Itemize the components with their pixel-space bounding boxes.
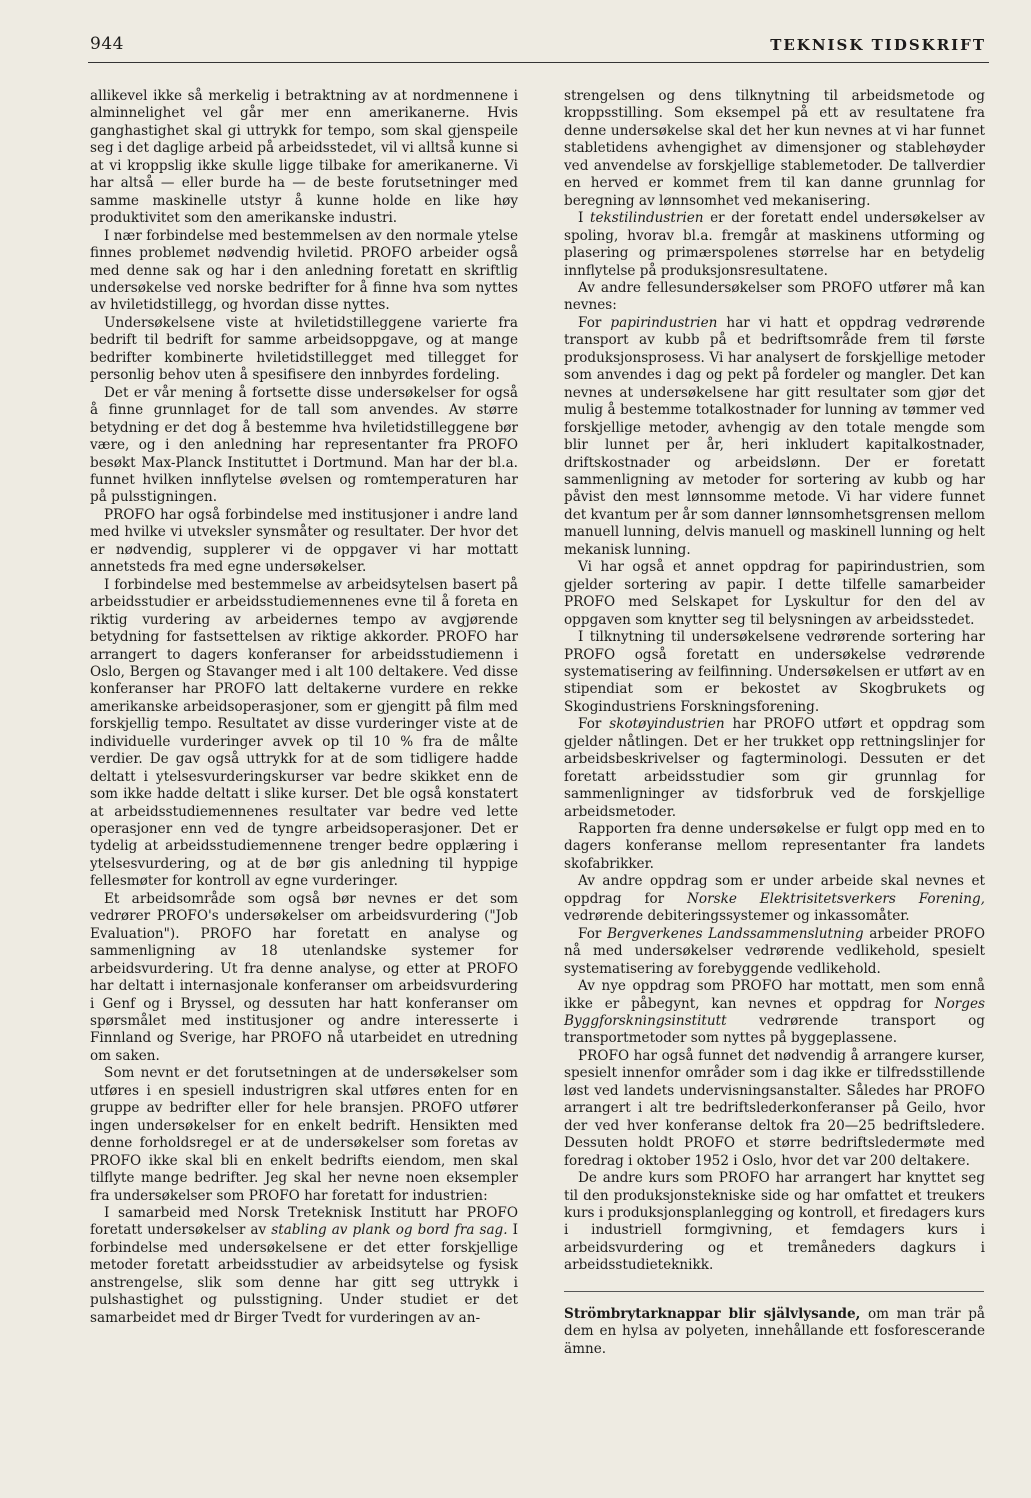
header-rule — [88, 62, 989, 63]
text-run: For — [578, 314, 611, 331]
italic-term: stabling av plank og bord fra sag. — [271, 1222, 508, 1239]
text-run: vedrørende transport og transportmetoder som nyttes på byggeplassene. — [564, 1013, 985, 1047]
paragraph: PROFO har også forbindelse med institusjoner i andre land med hvilke vi utveksler synsmåter og resultater. Der hvor det er nødvendig, supplerer vi de oppgaver vi har mottatt annetsteds fra med egne undersøkelser. — [90, 506, 518, 576]
paragraph: strengelsen og dens tilknytning til arbeidsmetode og kroppsstilling. Som eksempel på ett av resultatene fra denne undersøkelse skal det her kun nevnes at vi har funnet stabletidens avhengighet av dimensjoner og stablehøyder ved anvendelse av forskjellige stablemetoder. De tallverdier en herved er kommet frem til kan danne grunnlag for beregning av lønnsomhet ved mekanisering. — [564, 88, 985, 209]
text-run: er der foretatt endel undersøkelser av spoling, hvorav bl.a. fremgår at maskinens utforming og plasering og primærspolenes størrelse har en betydelig innflytelse på produksjonsresultatene. — [564, 210, 985, 279]
paragraph: Rapporten fra denne undersøkelse er fulgt opp med en to dagers konferanse mellom representanter fra landets skofabrikker. — [564, 821, 985, 872]
text-run: om man trär på dem en hylsa av polyeten, innehållande ett fosforescerande ämne. — [564, 1305, 986, 1357]
italic-term: Norske Elektrisitetsverkers Forening, — [687, 890, 985, 907]
notice-headline: Strömbrytarknappar blir självlysande, — [564, 1305, 861, 1322]
text-run: I — [578, 210, 590, 227]
paragraph — [90, 1205, 518, 1327]
left-column — [90, 88, 518, 1327]
paragraph — [564, 716, 985, 821]
text-run: arbeider PROFO nå med undersøkelser vedrørende vedlikehold, spesielt systematisering av forebyggende vedlikehold. — [564, 925, 985, 977]
right-column — [564, 88, 985, 1358]
italic-term: Norges Byggforskningsinstitutt — [564, 995, 985, 1030]
text-run: For — [578, 716, 610, 733]
paragraph: I tilknytning til undersøkelsene vedrørende sortering har PROFO også foretatt en undersøkelse vedrørende systematisering av feilfinning. Undersøkelsen er utført av en stipendiat som er bekostet av Skogbrukets og Skogindustriens Forskningsforening. — [564, 629, 985, 715]
paragraph: I nær forbindelse med bestemmelsen av den normale ytelse finnes problemet nødvendig hviletid. PROFO arbeider også med denne sak og har i den anledning foretatt en skriftlig undersøkelse ved norske bedrifter for å finne hva som nyttes av hviletidstillegg, og hvordan disse nyttes. — [90, 227, 518, 314]
paragraph: Som nevnt er det forutsetningen at de undersøkelser som utføres i en spesiell industrigren skal utføres enten for en gruppe av bedrifter eller for hele bransjen. PROFO utfører ingen undersøkelser for en enkelt bedrift. Hensikten med denne forholdsregel er at de undersøkelser som foretas av PROFO ikke skal bli en enkelt bedrifts eiendom, men skal tilflyte mange bedrifter. Jeg skal her nevne noen eksempler fra undersøkelser som PROFO har foretatt for industrien: — [90, 1065, 518, 1204]
paragraph — [564, 210, 985, 280]
paragraph: De andre kurs som PROFO har arrangert har knyttet seg til den produksjonstekniske side og har omfattet et treukers kurs i produksjonsplanlegging og kontroll, et firedagers kurs i industriell formgivning, et femdagers kurs i arbeidsvurdering og et tremåneders dagkurs i arbeidsstudieteknikk. — [564, 1170, 985, 1274]
text-run: For — [578, 925, 608, 942]
paragraph — [564, 315, 985, 559]
paragraph: allikevel ikke så merkelig i betraktning av at nordmennene i alminnelighet vel går mer enn amerikanerne. Hvis ganghastighet skal gi uttrykk for tempo, som skal gjenspeile seg i det daglige arbeid på arbeidsstedet, vil vi alltså kunne si at vi kroppslig ikke skulle ligge tilbake for amerikanerne. Vi har altså — eller burde ha — de beste forutsetninger med samme maskinelle utstyr å kunne holde en like høy produktivitet som den amerikanske industri. — [90, 88, 518, 227]
text-run: I samarbeid med Norsk Treteknisk Institutt har PROFO foretatt undersøkelser av — [90, 1205, 518, 1239]
paragraph: Av andre fellesundersøkelser som PROFO utfører må kan nevnes: — [564, 279, 985, 314]
paragraph — [564, 926, 985, 978]
paragraph: I forbindelse med bestemmelse av arbeidsytelsen basert på arbeidsstudier er arbeidsstudiemennenes evne til å foreta en riktig vurdering av arbeidernes tempo av avgjørende betydning for fastsettelsen av riktige akkorder. PROFO har arrangert to dagers konferanser for arbeidsstudiemenn i Oslo, Bergen og Stavanger med i alt 100 deltakere. Ved disse konferanser har PROFO latt deltakerne vurdere en rekke amerikanske arbeidsoperasjoner, som er gjengitt på film med forskjellig tempo. Resultatet av disse vurderinger viste at de individuelle vurderinger avvek op til 10 % fra de målte verdier. De gav også uttrykk for at de som tidligere hadde deltatt i ytelsesvurderingskurser var bedre skikket enn de som ikke hadde deltatt i slike kurser. Det ble også konstatert at arbeidsstudiemennenes resultater var bedre ved lette operasjoner enn ved de tyngre arbeidsoperasjoner. Det er tydelig at arbeidsstudiemennene trenger bedre opplæring i ytelsesvurdering, og at de bør gis anledning til hyppige fellesmøter for kontroll av egne vurderinger. — [90, 576, 518, 890]
paragraph: PROFO har også funnet det nødvendig å arrangere kurser, spesielt innenfor områder som i dag ikke er tilfredsstillende løst ved landets undervisningsanstalter. Således har PROFO arrangert i alt tre bedriftslederkonferanser på Geilo, hvor der ved hver konferanse deltok fra 20—25 bedriftsledere. Dessuten holdt PROFO et større bedriftsledermøte med foredrag i oktober 1952 i Oslo, hvor det var 200 deltakere. — [564, 1047, 985, 1169]
text-run: Av nye oppdrag som PROFO har mottatt, men som ennå ikke er påbegynt, kan nevnes et oppdrag for — [564, 978, 985, 1012]
paragraph — [564, 978, 985, 1048]
journal-title: TEKNISK TIDSKRIFT — [770, 36, 986, 54]
text-run: har PROFO utført et oppdrag som gjelder nåtlingen. Det er her trukket opp rettningslinjer for arbeidsbeskrivelser og fagterminologi. Dessuten er det foretatt arbeidsstudier som gir grunnlag for sammenligninger av tidsforbruk ved de forskjellige arbeidsmetoder. — [564, 716, 985, 820]
paragraph: Vi har også et annet oppdrag for papirindustrien, som gjelder sortering av papir. I dette tilfelle samarbeider PROFO med Selskapet for Lyskultur for den del av oppgaven som knytter seg til belysningen av arbeidsstedet. — [564, 559, 985, 628]
paragraph — [564, 873, 985, 925]
italic-term: papirindustrien — [610, 314, 718, 331]
paragraph: Undersøkelsene viste at hviletidstilleggene varierte fra bedrift til bedrift for samme arbeidsoppgave, og at mange bedrifter kombinerte hviletidstillegget med tillegget for personlig behov uten å spesifisere den innbyrdes fordeling. — [90, 314, 518, 384]
italic-term: skotøyindustrien — [609, 716, 725, 733]
paragraph: Det er vår mening å fortsette disse undersøkelser for også å finne grunnlaget for de tall som anvendes. Av større betydning er det dog å bestemme hva hviletidstilleggene bør være, og i den anledning har representanter fra PROFO besøkt Max-Planck Instituttet i Dortmund. Man har der bl.a. funnet hvilken innflytelse øvelsen og romtemperaturen har på pulsstigningen. — [90, 384, 518, 506]
text-run: har vi hatt et oppdrag vedrørende transport av kubb på et bedriftsområde frem til første produksjonsprosess. Vi har analysert de forskjellige metoder som anvendes i dag og pekt på fordeler og mangler. Det kan nevnes at undersøkelsene har gitt resultater som gjør det mulig å bestemme totalkostnader for lunning av tømmer ved forskjellige metoder, avhengig av den totale mengde som blir lunnet per år, heri inkludert kapitalkostnader, driftskostnader og arbeidslønn. Der er foretatt sammenligning av metoder for sortering av kubb og har påvist den mest lønnsomme metode. Vi har videre funnet det kvantum per år som danner lønnsomhetsgrensen mellom manuell lunning, delvis manuell og maskinell lunning og helt mekanisk lunning. — [564, 314, 985, 558]
notice-paragraph — [564, 1306, 985, 1358]
text-run: vedrørende debiteringssystemer og inkassomåter. — [564, 908, 910, 925]
page-number: 944 — [90, 34, 124, 54]
italic-term: Bergverkenes Landssammenslutning — [607, 925, 864, 942]
paragraph: Et arbeidsområde som også bør nevnes er det som vedrører PROFO's undersøkelser om arbeidsvurdering ("Job Evaluation"). PROFO har foretatt en analyse og sammenligning av 18 utenlandske systemer for arbeidsvurdering. Ut fra denne analyse, og etter at PROFO har deltatt i internasjonale konferanser om arbeidsvurdering i Genf og i Bryssel, og dessuten har hatt konferanser om spørsmålet med institusjoner og andre interesserte i Finnland og Sverige, har PROFO nå utarbeidet en utredning om saken. — [90, 890, 518, 1064]
text-run: Av andre oppdrag som er under arbeide skal nevnes et oppdrag for — [564, 873, 985, 907]
italic-term: tekstilindustrien — [589, 210, 704, 227]
text-run: I forbindelse med undersøkelsene er det etter forskjellige metoder foretatt arbeidsstudier av arbeidsytelse og fysisk anstrengelse, slik som denne har gitt seg uttrykk i pulshastighet og pulsstigning. Under studiet er det samarbeidet med dr Birger Tvedt for vurderingen av an- — [90, 1222, 518, 1326]
notice-divider — [564, 1291, 984, 1292]
